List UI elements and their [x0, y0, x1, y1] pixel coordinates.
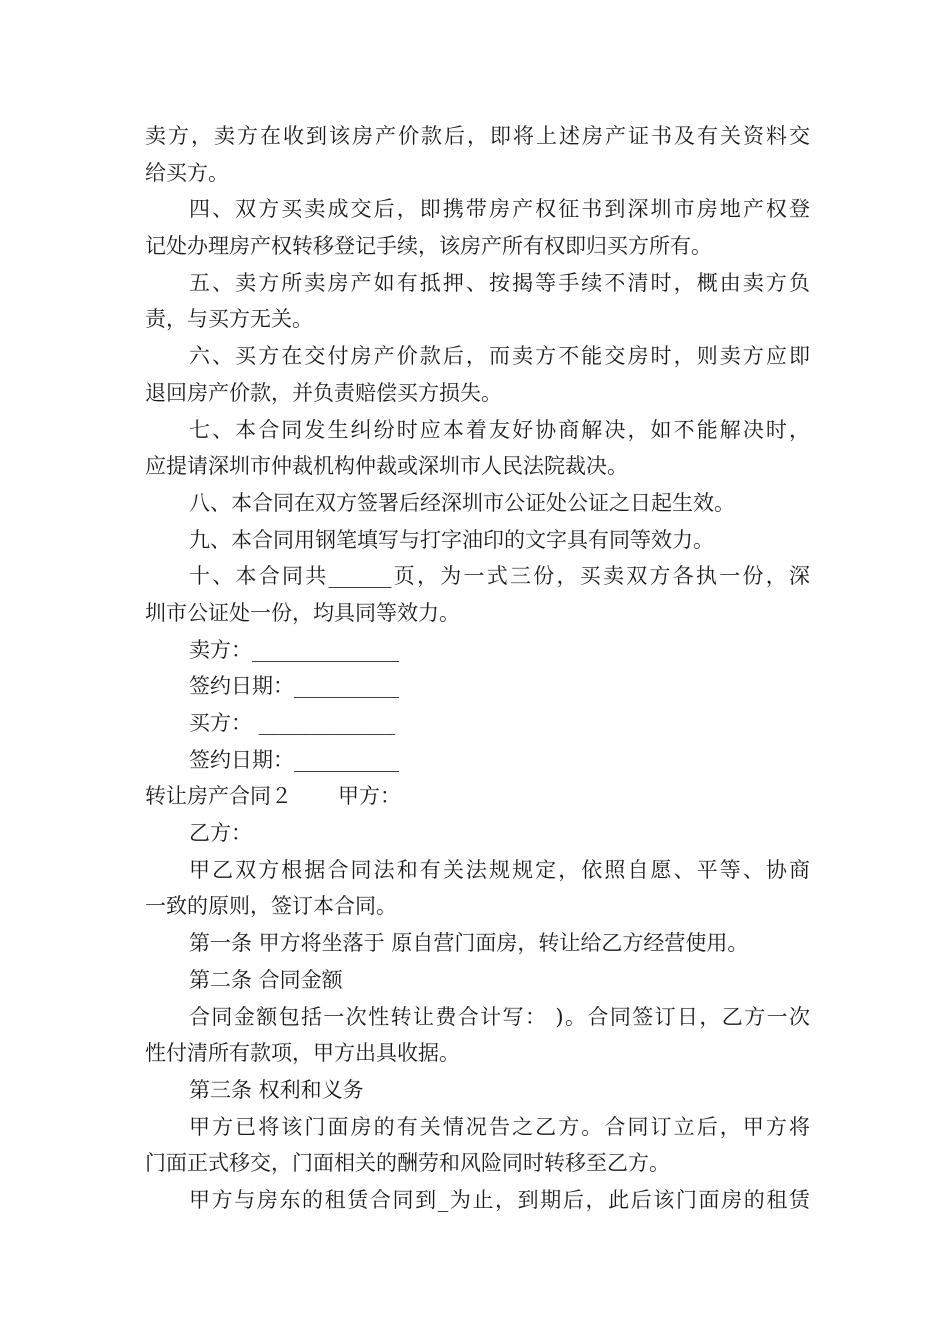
text-line: 七、本合同发生纠纷时应本着友好协商解决，如不能解决时，: [189, 417, 810, 442]
text-line: 一致的原则，签订本合同。: [145, 894, 397, 919]
text-line: 六、买方在交付房产价款后，而卖方不能交房时，则卖方应即: [189, 344, 810, 369]
text-line: 给买方。: [145, 160, 229, 185]
text-line: 第二条 合同金额: [189, 967, 343, 992]
text-line: 圳市公证处一份，均具同等效力。: [145, 600, 460, 625]
contract-2-title: 转让房产合同２: [145, 784, 292, 809]
text-line: 四、双方买卖成交后，即携带房产权征书到深圳市房地产权登: [189, 197, 810, 222]
document-body: [145, 118, 810, 1219]
text-line: 八、本合同在双方签署后经深圳市公证处公证之日起生效。: [189, 490, 735, 515]
text-line: 责，与买方无关。: [145, 307, 313, 332]
text-line: 甲乙双方根据合同法和有关法规规定，依照自愿、平等、协商: [189, 857, 810, 882]
text-line: 买方： _____________: [189, 711, 396, 735]
text-line: 签约日期：__________: [189, 747, 399, 772]
contract-2-heading: [145, 778, 810, 815]
text-line: 第三条 权利和义务: [189, 1077, 364, 1102]
text-line: 乙方：: [189, 821, 252, 846]
text-line: 甲方与房东的租赁合同到_为止，到期后，此后该门面房的租赁: [189, 1187, 810, 1212]
text-line: 门面正式移交，门面相关的酬劳和风险同时转移至乙方。: [145, 1151, 670, 1176]
text-line: 记处办理房产权转移登记手续，该房产所有权即归买方所有。: [145, 234, 712, 259]
text-line: 五、卖方所卖房产如有抵押、按揭等手续不清时，概由卖方负: [189, 270, 810, 295]
text-line: 退回房产价款，并负责赔偿买方损失。: [145, 380, 502, 405]
contract-2-clauses: [145, 815, 810, 1219]
text-line: 性付清所有款项，甲方出具收据。: [145, 1041, 460, 1066]
text-line: 十、本合同共______页，为一式三份，买卖双方各执一份，深: [189, 564, 810, 589]
text-line: 应提请深圳市仲裁机构仲裁或深圳市人民法院裁决。: [145, 454, 628, 479]
contract-clauses: [145, 118, 810, 778]
text-line: 卖方：______________: [189, 637, 399, 662]
text-line: 签约日期：__________: [189, 674, 399, 699]
text-line: 合同金额包括一次性转让费合计写： )。合同签订日，乙方一次: [189, 1004, 810, 1029]
text-line: 卖方，卖方在收到该房产价款后，即将上述房产证书及有关资料交: [145, 124, 810, 148]
text-line: 第一条 甲方将坐落于 原自营门面房，转让给乙方经营使用。: [189, 931, 749, 956]
party-a-label: 甲方：: [338, 784, 401, 809]
text-line: 九、本合同用钢笔填写与打字油印的文字具有同等效力。: [189, 527, 714, 552]
text-line: 甲方已将该门面房的有关情况告之乙方。合同订立后，甲方将: [189, 1114, 810, 1139]
